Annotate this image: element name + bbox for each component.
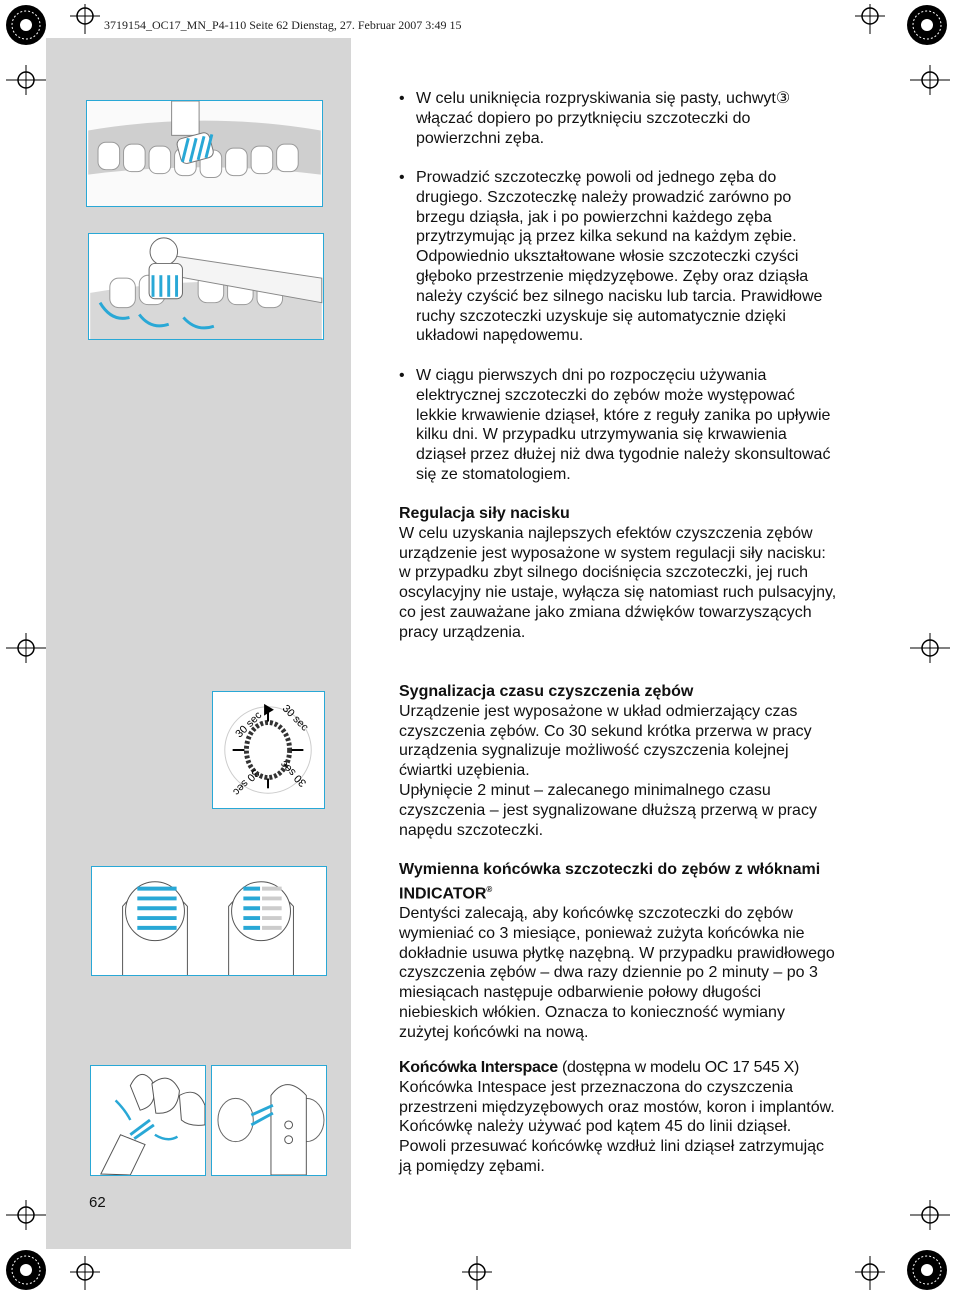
registration-mark-icon: [910, 623, 950, 673]
timer-quadrant-figure: [212, 691, 325, 809]
bullet-dot-icon: •: [399, 169, 405, 186]
section-body: Upłynięcie 2 minut – zalecanego minimalnego czasu czyszczenia – jest sygnalizowane dłuższą przerwą w pracy napędu szczoteczki.: [399, 781, 817, 839]
section-heading: [399, 860, 839, 904]
indicator-bristles-figure: [91, 866, 327, 976]
bullet-text: W ciągu pierwszych dni po rozpoczęciu używania elektrycznej szczoteczki do zębów może występować lekkie krwawienie dziąseł, które z reguły zanika po upływie kilku dni. W przypadku utrzymywania się krwawienia dziąseł przez dłużej niż dwa tygodnie należy skonsultować się ze stomatologiem.: [416, 367, 831, 483]
registration-mark-icon: [910, 55, 950, 105]
page-number: 62: [89, 1194, 106, 1211]
section-heading-line: [399, 1058, 839, 1078]
heading-note: (dostępna w modelu OC 17 545 X): [557, 1059, 800, 1076]
timer-section: [399, 682, 839, 840]
pressure-section: [399, 504, 839, 643]
interspace-figure-left: [90, 1065, 206, 1176]
timer-label-bottom-right: 30 sec: [278, 758, 309, 790]
bullet-item: [399, 89, 839, 148]
bullet-text: Prowadzić szczoteczkę powoli od jednego zęba do drugiego. Szczoteczkę należy prowadzić zarówno po brzegu dziąsła, jak i po powierzchni każdego zęba przytrzymując ją przez kilka sekund na każdym zębie. Odpowiednio ukształtowane włosie szczoteczki czyści głęboko przestrzenie międzyzębowe. Zęby oraz dziąsła należy czyścić bez silnego nacisku lub tarcia. Prawidłowe ruchy szczoteczki uzyskuje się automatycznie dzięki układowi napędowemu.: [416, 169, 823, 345]
registered-mark: ®: [486, 884, 493, 894]
registration-mark-icon: [60, 1250, 110, 1290]
registration-mark-icon: [845, 4, 895, 54]
bullet-text: W celu uniknięcia rozpryskiwania się pasty, uchwyt③ włączać dopiero po przytknięciu szczoteczki do powierzchni zęba.: [416, 90, 791, 147]
section-heading: Regulacja siły nacisku: [399, 505, 570, 522]
section-body: Urządzenie jest wyposażone w układ odmierzający czas czyszczenia zębów. Co 30 sekund krótka przerwa w pracy urządzenia sygnalizuje możliwość czyszczenia kolejnej ćwiartki uzębienia.: [399, 702, 812, 780]
registration-mark-icon: [6, 623, 46, 673]
timer-label-bottom-left: 30 sec: [230, 766, 262, 798]
heading-text: Wymienna końcówka szczoteczki do zębów z włóknami INDICATOR: [399, 861, 821, 903]
section-body: W celu uzyskania najlepszych efektów czyszczenia zębów urządzenie jest wyposażone w system regulacji siły nacisku: w przypadku zbyt silnego dociśnięcia szczoteczki, jej ruch oscylacyjny nie ustaje, wyłącza się natomiast ruch pulsacyjny, co jest zauważane jako zmiana dźwięków towarzyszących pracy urządzenia.: [399, 524, 837, 641]
registration-mark-icon: [6, 1190, 46, 1240]
registration-mark-icon: [452, 1250, 502, 1290]
color-wheel-mark-icon: [4, 1248, 48, 1292]
print-slug: 3719154_OC17_MN_P4-110 Seite 62 Dienstag, 27. Februar 2007 3:49 15: [104, 18, 462, 32]
gumline-brushing-figure: [88, 233, 324, 340]
bullet-item: [399, 366, 839, 485]
timer-label-top-left: 30 sec: [233, 709, 265, 741]
color-wheel-mark-icon: [4, 3, 48, 47]
color-wheel-mark-icon: [905, 3, 949, 47]
section-heading: Sygnalizacja czasu czyszczenia zębów: [399, 683, 694, 700]
color-wheel-mark-icon: [905, 1248, 949, 1292]
section-body: Końcówka Intespace jest przeznaczona do czyszczenia przestrzeni międzyzębowych oraz mostów, koron i implantów. Końcówkę należy używać pod kątem 45 do linii dziąseł. Powoli przesuwać końcówkę wzdłuż lini dziąseł zatrzymując ją pomiędzy zębami.: [399, 1078, 835, 1175]
registration-mark-icon: [6, 55, 46, 105]
brushing-figure: [86, 100, 323, 207]
registration-mark-icon: [845, 1250, 895, 1290]
interspace-section: [399, 1058, 839, 1177]
section-body: Dentyści zalecają, aby końcówkę szczoteczki do zębów wymieniać co 3 miesiące, ponieważ zużyta końcówka nie dokładnie usuwa płytkę nazębną. W przypadku prawidłowego czyszczenia zębów – dwa razy dziennie po 2 minuty – po 3 miesiącach następuje odbarwienie połowy długości niebieskich włókien. Oznacza to konieczność wymiany zużytej końcówki na nową.: [399, 904, 835, 1041]
indicator-section: [399, 860, 839, 1043]
section-heading: Końcówka Interspace: [399, 1059, 558, 1076]
registration-mark-icon: [910, 1190, 950, 1240]
bullet-item: [399, 168, 839, 346]
bullet-dot-icon: •: [399, 90, 405, 107]
bullet-dot-icon: •: [399, 367, 405, 384]
interspace-figure-right: [211, 1065, 327, 1176]
timer-label-top-right: 30 sec: [279, 702, 311, 734]
